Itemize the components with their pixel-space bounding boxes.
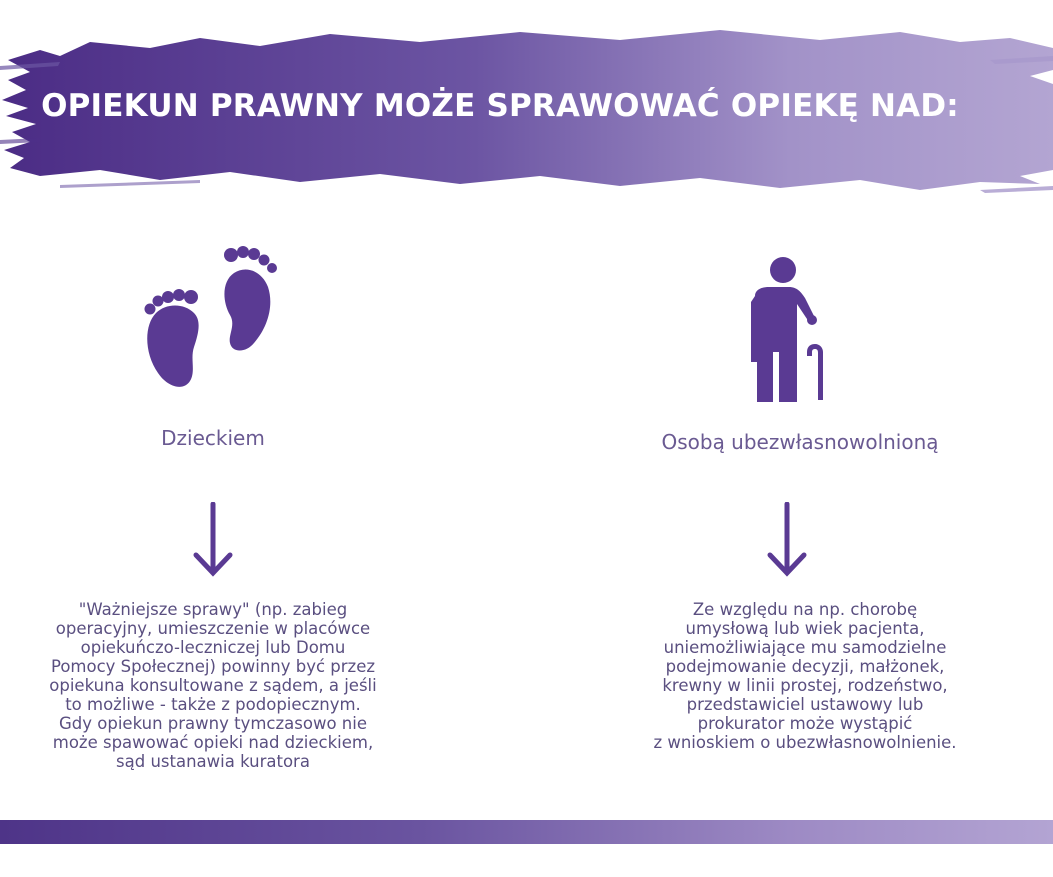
incapacitated-person-description: Ze względu na np. chorobę umysłową lub wiek pacjenta, uniemożliwiające mu samodzielne podejmowanie decyzji, małżonek, krewny w linii prostej, rodzeństwo, przedstawiciel ustawowy lub prokurator może wystąpić z wnioskiem o ubezwłasnowolnienie. [653,600,957,752]
elderly-person-icon [745,252,825,402]
incapacitated-person-label: Osobą ubezwłasnowolnioną [661,430,939,454]
arrow-down-icon [193,502,233,578]
child-label: Dzieckiem [161,426,265,450]
footprints-icon [138,243,288,393]
child-description: "Ważniejsze sprawy" (np. zabieg operacyjny, umieszczenie w placówce opiekuńczo-leczniczej lub Domu Pomocy Społecznej) powinny być przez opiekuna konsultowane z sądem, a jeśli to możliwe - także z podopiecznym. Gdy opiekun prawny tymczasowo nie może spawować opieki nad dzieckiem, sąd ustanawia kuratora [49,600,377,771]
footer-bar [0,820,1053,844]
arrow-down-icon [767,502,807,578]
page-title: OPIEKUN PRAWNY MOŻE SPRAWOWAĆ OPIEKĘ NAD: [41,88,959,124]
